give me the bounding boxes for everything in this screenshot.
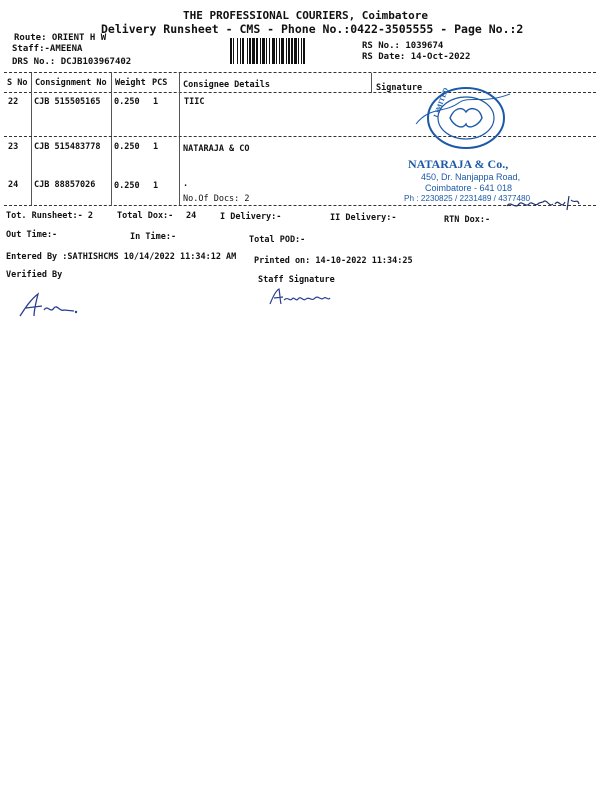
cell-pcs: 1 — [153, 181, 159, 191]
cell-consignment: CJB 515483778 — [34, 142, 101, 152]
stamp-address-1: 450, Dr. Nanjappa Road, — [421, 172, 521, 182]
drs-number: DRS No.: DCJB103967402 — [12, 57, 132, 67]
total-dox-value: 24 — [186, 211, 197, 221]
in-time: In Time:- — [130, 232, 177, 242]
th-pcs: PCS — [152, 78, 168, 88]
company-title: THE PROFESSIONAL COURIERS, Coimbatore — [183, 9, 429, 22]
ii-delivery: II Delivery:- — [330, 213, 397, 223]
cell-sno: 23 — [8, 142, 19, 152]
seal-text: LIMITED — [432, 86, 451, 119]
i-delivery: I Delivery:- — [220, 212, 282, 222]
cell-pcs: 1 — [153, 142, 159, 152]
staff-signature — [268, 286, 338, 308]
header-top-rule — [4, 72, 596, 73]
cell-consignment: CJB 515505165 — [34, 97, 101, 107]
runsheet-title: Delivery Runsheet - CMS - Phone No.:0422-3505555 - Page No.:2 — [101, 22, 524, 36]
cell-pcs: 1 — [153, 97, 159, 107]
out-time: Out Time:- — [6, 230, 58, 240]
no-of-docs: No.Of Docs: 2 — [183, 194, 250, 204]
route-label: Route: ORIENT H W — [14, 33, 107, 43]
cell-consignee: NATARAJA & CO — [183, 144, 250, 154]
cell-weight: 0.250 — [114, 97, 140, 107]
staff-label: Staff:-AMEENA — [12, 44, 83, 54]
receiver-signature — [505, 192, 581, 214]
col-divider — [31, 73, 32, 205]
cell-weight: 0.250 — [114, 181, 140, 191]
stamp-company-name: NATARAJA & Co., — [408, 157, 509, 171]
verified-signature — [16, 290, 80, 322]
cell-consignee: TIIC — [184, 97, 205, 107]
entered-by: Entered By :SATHISHCMS 10/14/2022 11:34:12 AM — [6, 252, 237, 262]
cell-sno: 24 — [8, 180, 19, 190]
col-divider — [111, 73, 112, 205]
cell-consignee: . — [183, 179, 189, 189]
th-sno: S No — [7, 78, 28, 88]
col-divider — [179, 73, 180, 205]
th-consignee: Consignee Details — [183, 80, 270, 90]
barcode — [230, 38, 354, 64]
printed-on: Printed on: 14-10-2022 11:34:25 — [254, 256, 413, 266]
stamp-address-2: Coimbatore - 641 018 — [425, 183, 513, 193]
col-divider — [371, 73, 372, 93]
th-signature: Signature — [376, 83, 423, 93]
rs-date: RS Date: 14-Oct-2022 — [362, 52, 471, 62]
total-pod: Total POD:- — [249, 235, 306, 245]
cell-sno: 22 — [8, 97, 19, 107]
th-weight: Weight — [115, 78, 146, 88]
company-seal — [410, 84, 520, 154]
stamp-phone: Ph : 2230825 / 2231489 / 4377480 — [404, 194, 531, 203]
verified-by: Verified By — [6, 270, 63, 280]
cell-weight: 0.250 — [114, 142, 140, 152]
tot-runsheet: Tot. Runsheet:- 2 — [6, 211, 93, 221]
staff-signature-label: Staff Signature — [258, 275, 335, 285]
rs-number: RS No.: 1039674 — [362, 41, 444, 51]
th-consignment: Consignment No — [35, 78, 107, 88]
cell-consignment: CJB 88857026 — [34, 180, 96, 190]
rtn-dox: RTN Dox:- — [444, 215, 491, 225]
total-dox-label: Total Dox:- — [117, 211, 174, 221]
